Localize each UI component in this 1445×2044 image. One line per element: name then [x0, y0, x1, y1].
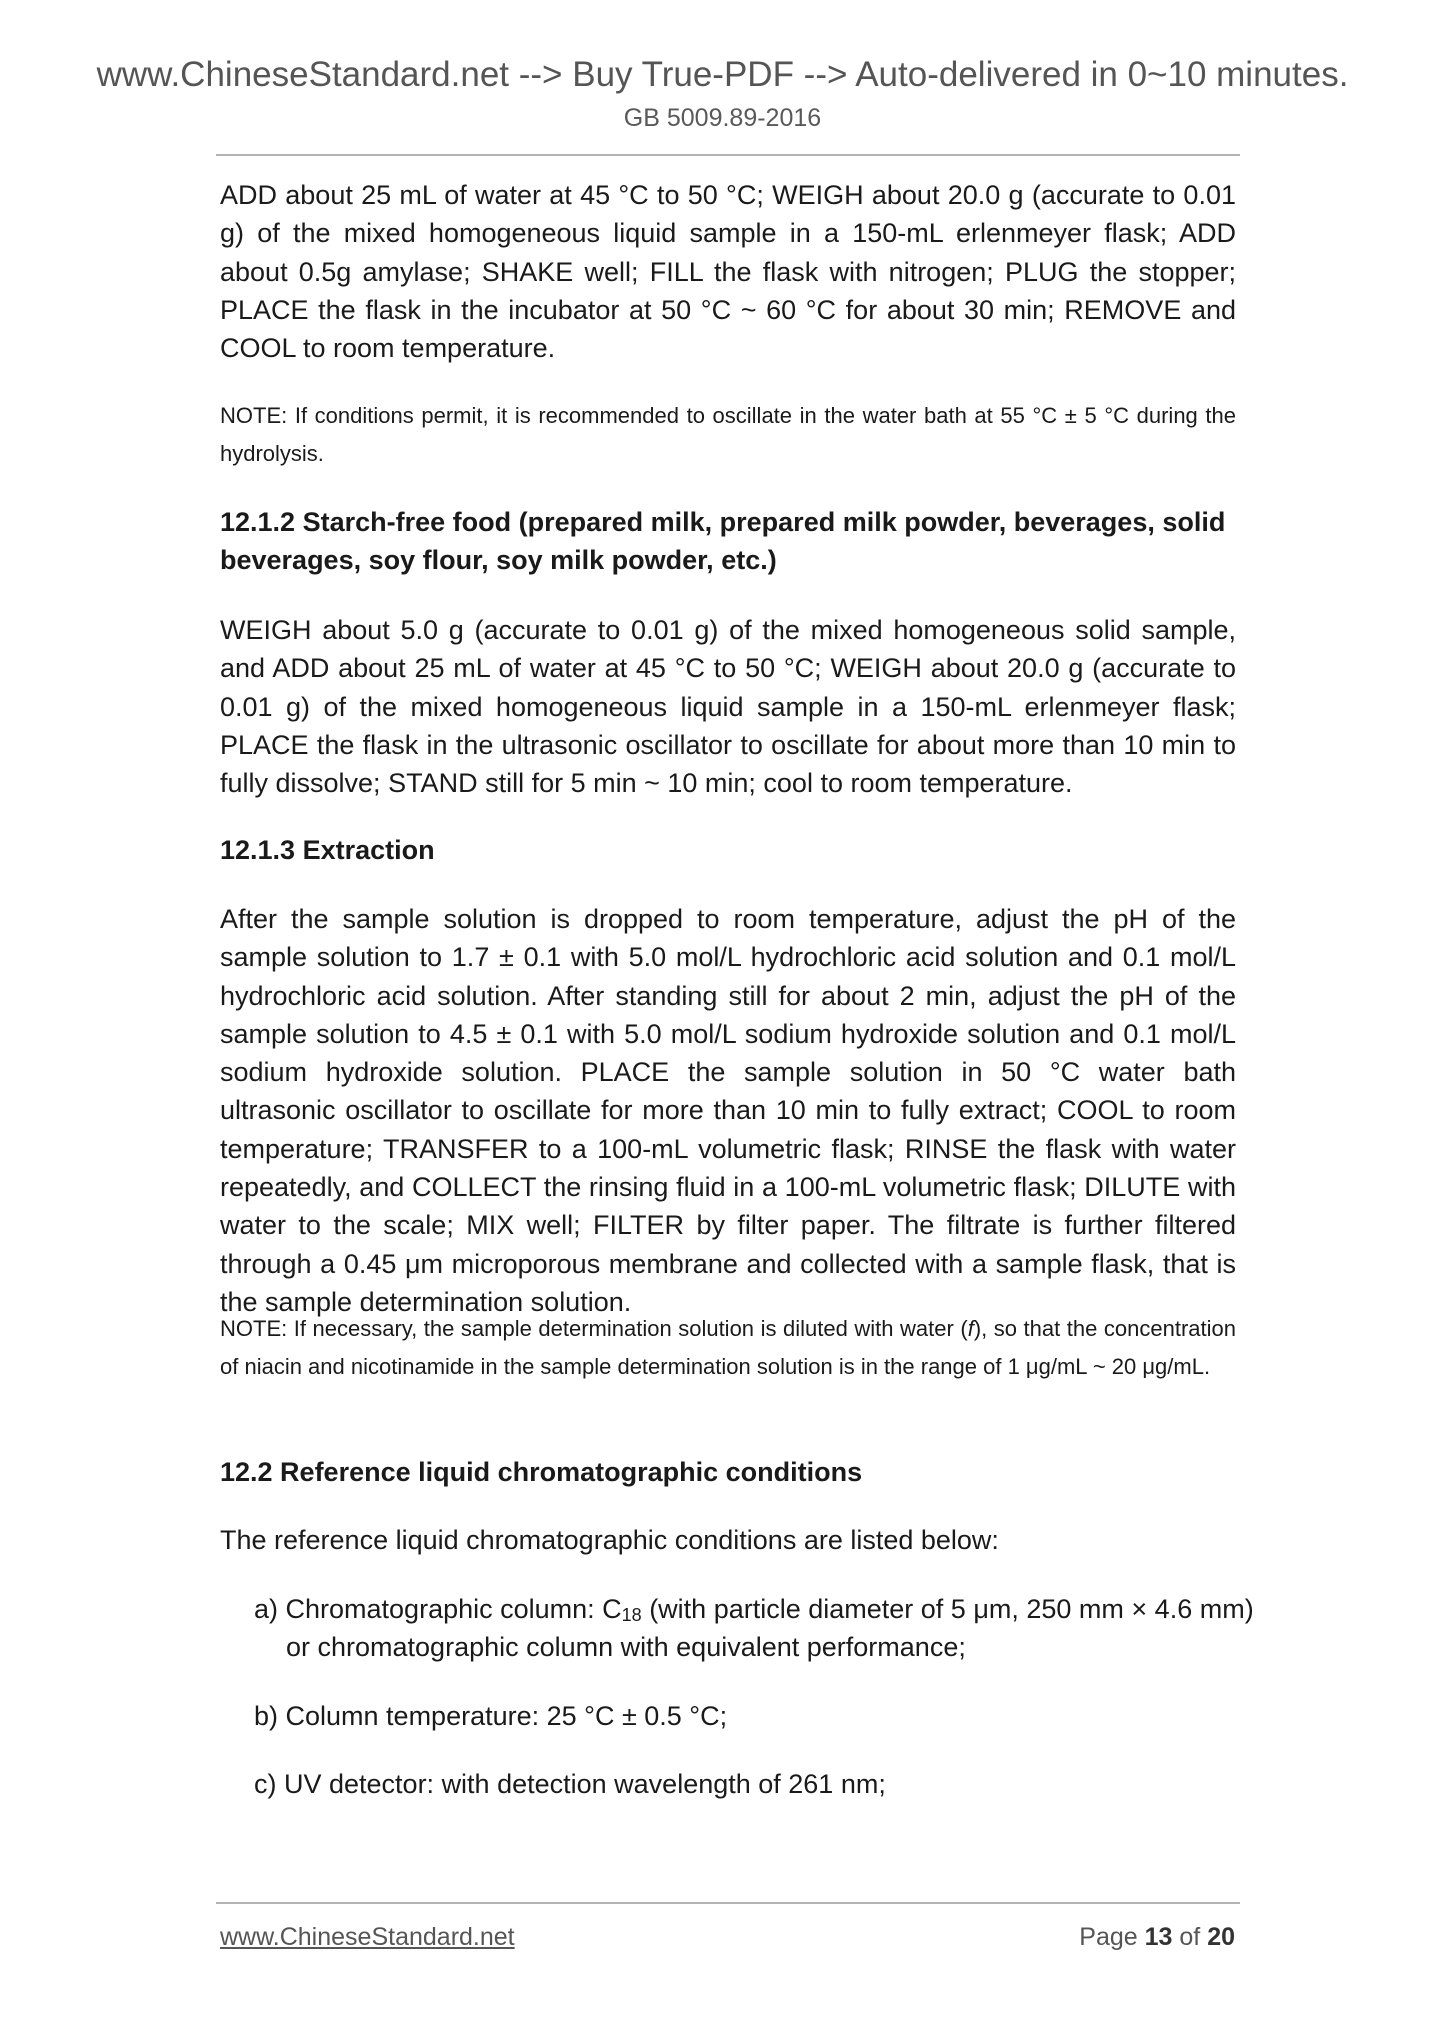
list-item-temperature: b) Column temperature: 25 °C ± 0.5 °C; [254, 1701, 728, 1731]
standard-code: GB 5009.89-2016 [623, 104, 822, 132]
paragraph-12-1-3: After the sample solution is dropped to room temperature, adjust the pH of the sample solution to 1.7 ± 0.1 with 5.0 mol/L hydrochloric acid solution and 0.1 mol/L hydrochloric acid solution. After standing still for about 2 min, adjust the pH of the sample solution to 4.5 ± 0.1 with 5.0 mol/L sodium hydroxide solution and 0.1 mol/L sodium hydroxide solution. PLACE the sample solution in 50 °C water bath ultrasonic oscillator to oscillate for more than 10 min to fully extract; COOL to room temperature; TRANSFER to a 100-mL volumetric flask; RINSE the flask with water repeatedly, and COLLECT the rinsing fluid in a 100-mL volumetric flask; DILUTE with water to the scale; MIX well; FILTER by filter paper. The filtrate is further filtered through a 0.45 μm microporous membrane and collected with a sample flask, that is the sample determination solution. [220, 904, 1236, 1317]
paragraph-intro: ADD about 25 mL of water at 45 °C to 50 °C; WEIGH about 20.0 g (accurate to 0.01 g) of the mixed homogeneous liquid sample in a 150-mL erlenmeyer flask; ADD about 0.5g amylase; SHAKE well; FILL the flask with nitrogen; PLUG the stopper; PLACE the flask in the incubator at 50 °C ~ 60 °C for about 30 min; REMOVE and COOL to room temperature. [220, 180, 1236, 364]
heading-12-2: 12.2 Reference liquid chromatographic conditions [220, 1457, 863, 1487]
paragraph-12-2: The reference liquid chromatographic conditions are listed below: [220, 1525, 999, 1555]
footer-website-link[interactable]: www.ChineseStandard.net [220, 1923, 515, 1951]
note-hydrolysis: NOTE: If conditions permit, it is recommended to oscillate in the water bath at 55 °C ± 5 °C during the hydrolysis. [220, 403, 1236, 466]
list-item-column: a) Chromatographic column: $C_{18}$ (with particle diameter of 5 μm, 250 mm × 4.6 mm) or chromatographic column with equivalent performance; [254, 1594, 1254, 1663]
site-banner[interactable]: www.ChineseStandard.net --> Buy True-PDF --> Auto-delivered in 0~10 minutes. [96, 55, 1349, 94]
heading-12-1-3: 12.1.3 Extraction [220, 835, 435, 865]
header-divider [216, 154, 1240, 156]
heading-12-1-2: 12.1.2 Starch-free food (prepared milk, prepared milk powder, beverages, solid beverages, soy flour, soy milk powder, etc.) [220, 507, 1226, 576]
dilution-factor-symbol: f [967, 1316, 974, 1341]
footer-divider [216, 1902, 1240, 1904]
list-item-detector: c) UV detector: with detection wavelength of 261 nm; [254, 1769, 886, 1799]
note-dilution: NOTE: If necessary, the sample determination solution is diluted with water (f), so that the concentration of niacin and nicotinamide in the sample determination solution is in the range of 1 μg/mL ~ 20 μg/mL. [220, 1316, 1236, 1379]
page-number: Page 13 of 20 [1079, 1923, 1235, 1951]
paragraph-12-1-2: WEIGH about 5.0 g (accurate to 0.01 g) of the mixed homogeneous solid sample, and ADD about 25 mL of water at 45 °C to 50 °C; WEIGH about 20.0 g (accurate to 0.01 g) of the mixed homogeneous liquid sample in a 150-mL erlenmeyer flask; PLACE the flask in the ultrasonic oscillator to oscillate for about more than 10 min to fully dissolve; STAND still for 5 min ~ 10 min; cool to room temperature. [220, 615, 1236, 799]
